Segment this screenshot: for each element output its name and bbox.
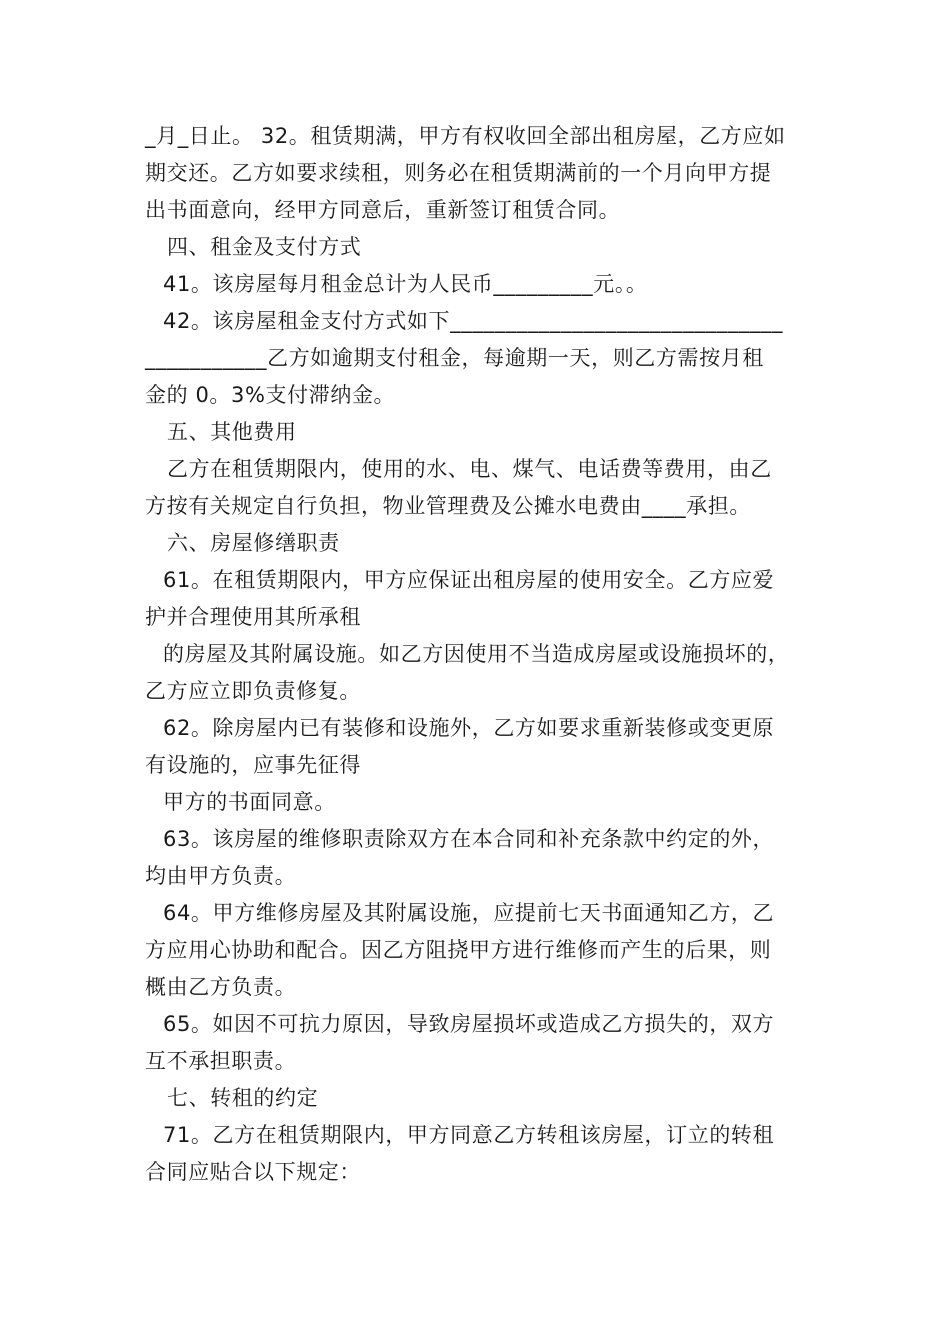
text-line: 金的 0。3%支付滞纳金。 xyxy=(145,383,396,407)
text-line: 的房屋及其附属设施。如乙方因使用不当造成房屋或设施损坏的， xyxy=(163,642,790,666)
text-line: 合同应贴合以下规定： xyxy=(145,1160,361,1184)
text-line: ___________乙方如逾期支付租金，每逾期一天，则乙方需按月租 xyxy=(145,346,764,370)
text-line: 62。除房屋内已有装修和设施外，乙方如要求重新装修或变更原 xyxy=(163,716,775,740)
text-line: 期交还。乙方如要求续租，则务必在租赁期满前的一个月向甲方提 xyxy=(145,161,772,185)
text-line: 乙方在租赁期限内，使用的水、电、煤气、电话费等费用，由乙 xyxy=(167,457,772,481)
text-line: 出书面意向，经甲方同意后，重新签订租赁合同。 xyxy=(145,198,621,222)
text-line: 有设施的，应事先征得 xyxy=(145,753,361,777)
text-line: 方应用心协助和配合。因乙方阻挠甲方进行维修而产生的后果，则 xyxy=(145,938,772,962)
section-heading: 六、房屋修缮职责 xyxy=(167,531,340,555)
text-line: 概由乙方负责。 xyxy=(145,975,297,999)
text-line: 61。在租赁期限内，甲方应保证出租房屋的使用安全。乙方应爱 xyxy=(163,568,775,592)
text-line: 41。该房屋每月租金总计为人民币_________元。。 xyxy=(163,272,648,296)
text-line: 64。甲方维修房屋及其附属设施，应提前七天书面通知乙方，乙 xyxy=(163,901,775,925)
text-line: 65。如因不可抗力原因，导致房屋损坏或造成乙方损失的，双方 xyxy=(163,1012,775,1036)
text-line: 63。该房屋的维修职责除双方在本合同和补充条款中约定的外， xyxy=(163,827,775,851)
text-line: 护并合理使用其所承租 xyxy=(145,605,361,629)
text-line: 71。乙方在租赁期限内，甲方同意乙方转租该房屋，订立的转租 xyxy=(163,1123,775,1147)
text-line: _月_日止。 32。租赁期满，甲方有权收回全部出租房屋，乙方应如 xyxy=(145,124,786,148)
section-heading: 五、其他费用 xyxy=(167,420,297,444)
text-line: 甲方的书面同意。 xyxy=(163,790,336,814)
text-line: 乙方应立即负责修复。 xyxy=(145,679,361,703)
text-line: 方按有关规定自行负担，物业管理费及公摊水电费由____承担。 xyxy=(145,494,751,518)
text-line: 42。该房屋租金支付方式如下______________________________ xyxy=(163,309,784,333)
section-heading: 四、租金及支付方式 xyxy=(167,235,362,259)
text-line: 均由甲方负责。 xyxy=(145,864,297,888)
text-line: 互不承担职责。 xyxy=(145,1049,297,1073)
section-heading: 七、转租的约定 xyxy=(167,1086,319,1110)
